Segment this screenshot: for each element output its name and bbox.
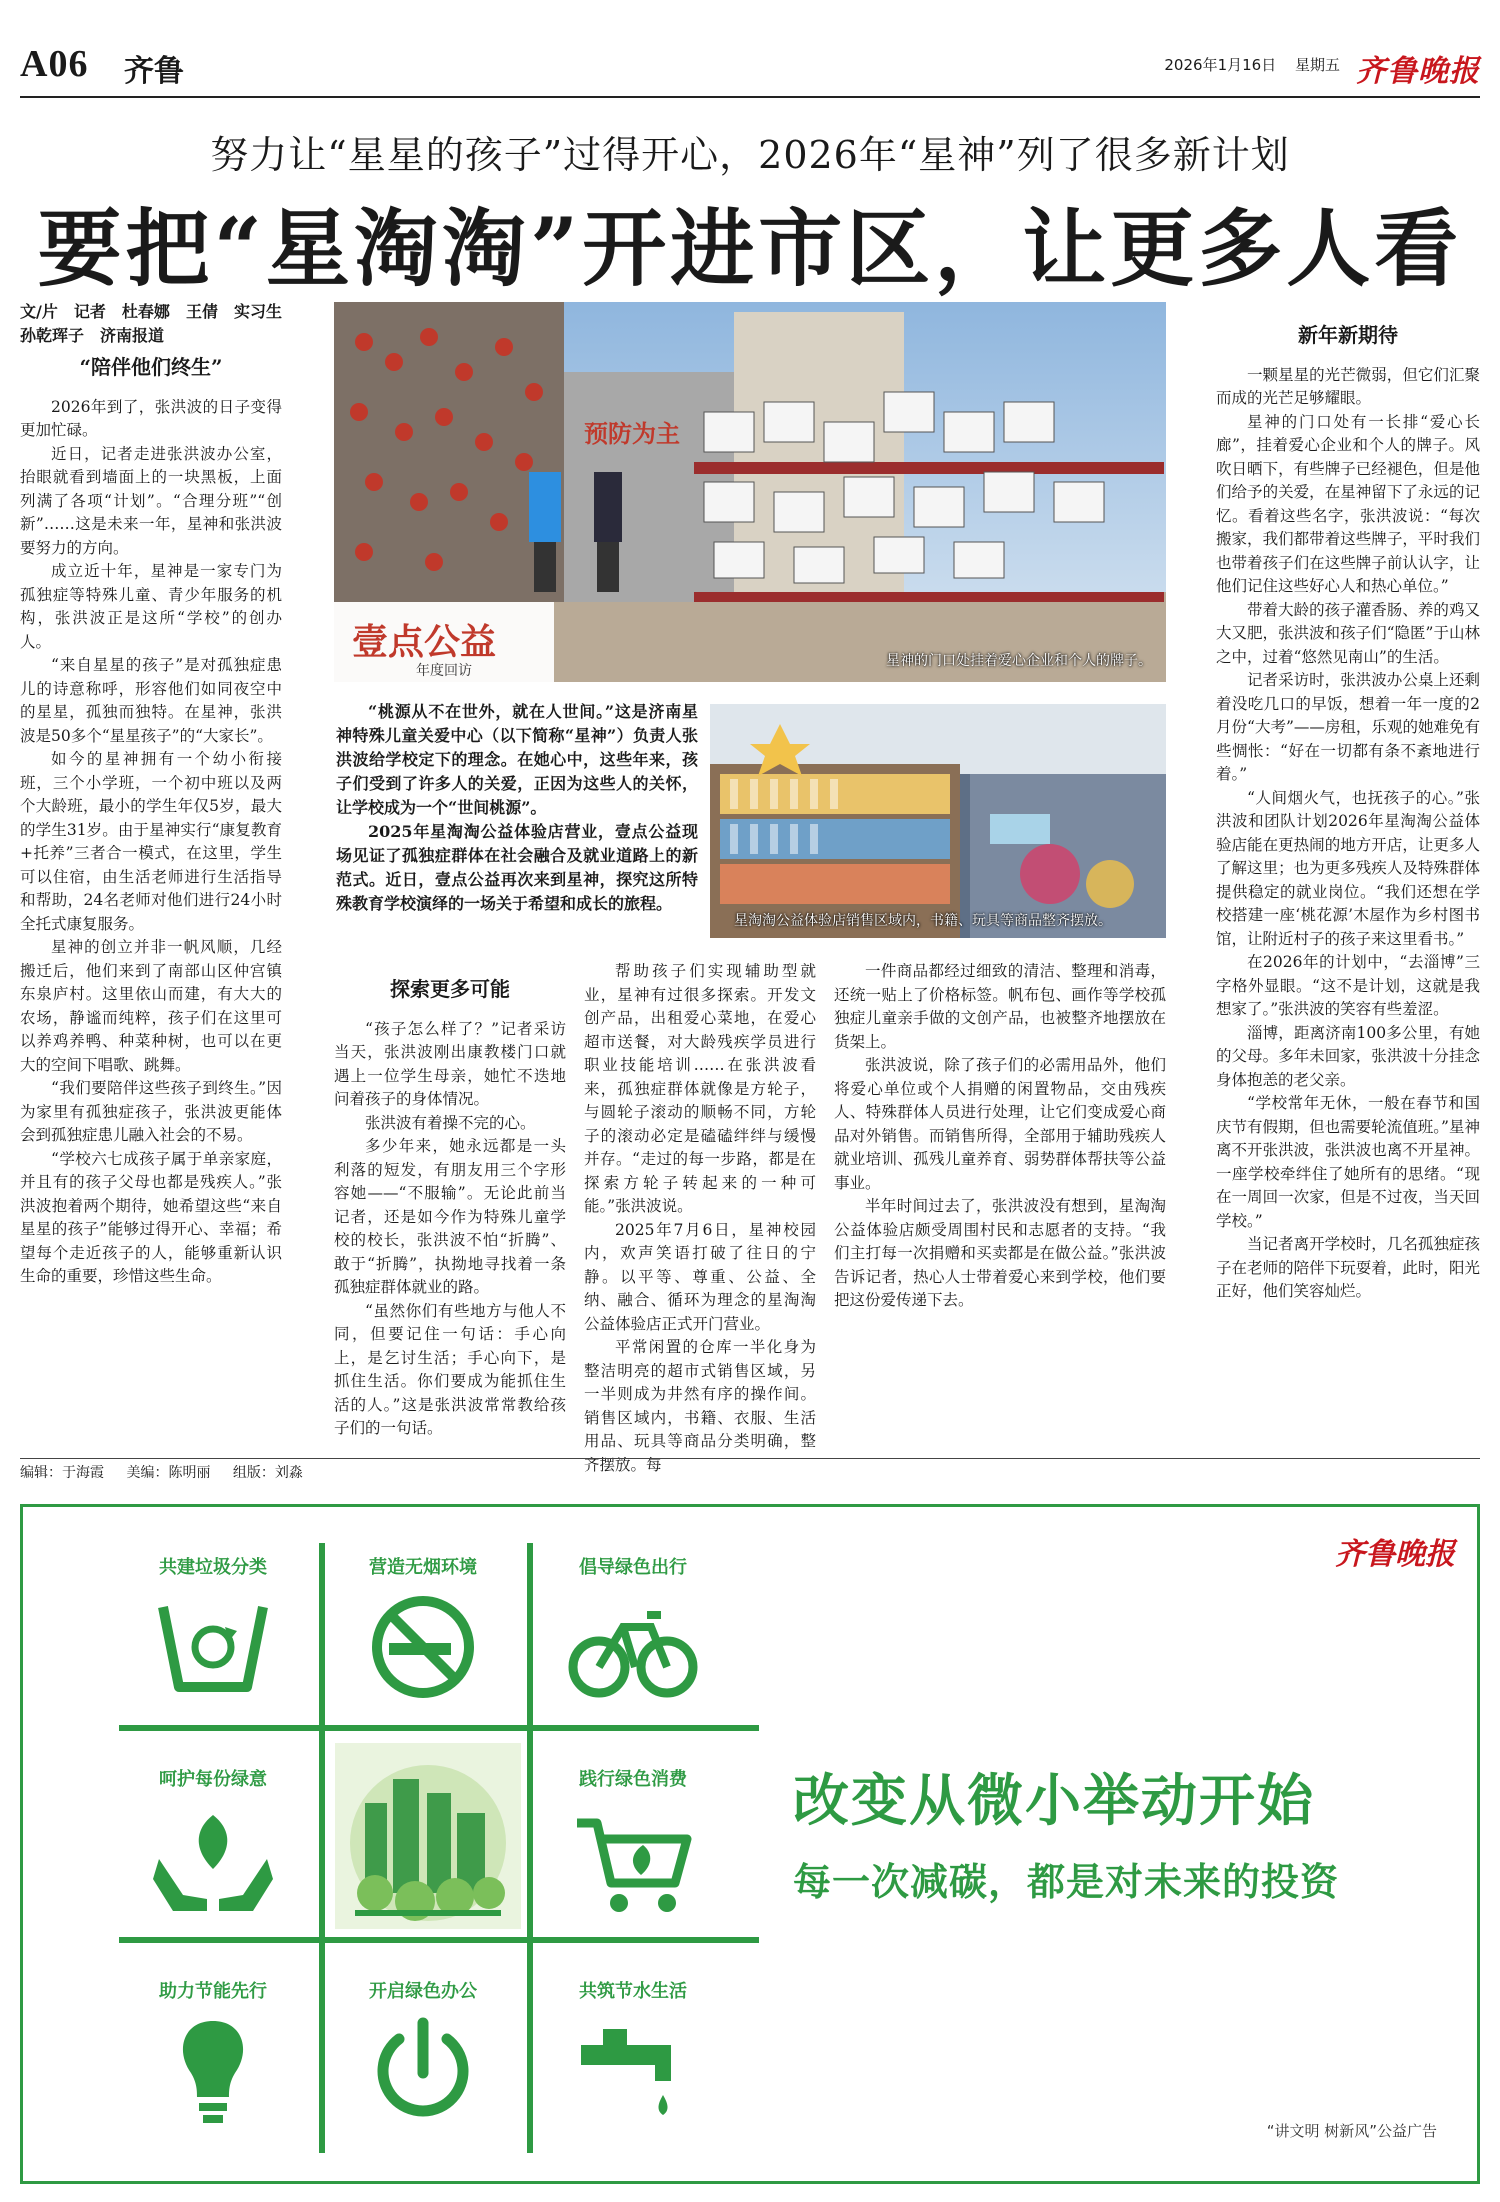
- article-lead: [336, 700, 698, 916]
- issue-date: 2026年1月16日: [1164, 56, 1277, 74]
- public-service-ad: [20, 1504, 1480, 2184]
- paragraph: 2026年到了，张洪波的日子变得更加忙碌。: [20, 397, 282, 439]
- paragraph: 在2026年的计划中，“去淄博”三字格外显眼。“这不是计划，这就是我想家了。”张洪波的笑容有些羞涩。: [1216, 953, 1480, 1018]
- paragraph: “孩子怎么样了？”记者采访当天，张洪波刚出康教楼门口就遇上一位学生母亲，她忙不迭地问着孩子的身体情况。: [334, 1019, 566, 1108]
- paragraph: 一件商品都经过细致的清洁、整理和消毒，还统一贴上了价格标签。帆布包、画作等学校孤独症儿童亲手做的文创产品，也被整齐地摆放在货架上。: [834, 962, 1166, 1051]
- paragraph: 成立近十年，星神是一家专门为孤独症等特殊儿童、青少年服务的机构，张洪波正是这所“学校”的创办人。: [20, 562, 282, 651]
- lightbulb-icon: [143, 2011, 283, 2131]
- paragraph: 如今的星神拥有一个幼小衔接班，三个小学班，一个初中班以及两个大龄班，最小的学生年仅5岁，最大的学生31岁。由于星神实行“康复教育+托养”三者合一模式，在这里，学生可以住宿，由生活老师进行生活指导和帮助，24名老师对他们进行24小时全托式康复服务。: [20, 750, 282, 933]
- lead-paragraph: 2025年星淘淘公益体验店营业，壹点公益现场见证了孤独症群体在社会融合及就业道路上的新范式。近日，壹点公益再次来到星神，探究这所特殊教育学校演绎的一场关于希望和成长的旅程。: [336, 822, 698, 913]
- paragraph: 张洪波有着操不完的心。: [365, 1113, 536, 1132]
- photo-school-gate: [334, 302, 1166, 682]
- paragraph: 2025年7月6日，星神校园内，欢声笑语打破了往日的宁静。以平等、尊重、公益、全纳、融合、循环为理念的星淘淘公益体验店正式开门营业。: [584, 1220, 816, 1333]
- date-line: [1150, 54, 1340, 75]
- green-city-illustration: [335, 1743, 521, 1929]
- column-4: [834, 960, 1166, 1313]
- paragraph: 星神的创立并非一帆风顺，几经搬迁后，他们来到了南部山区仲宫镇东泉庐村。这里依山而建，有大大的农场，静谧而纯粹，孩子们在这里可以养鸡养鸭、种菜种树，也可以在更大的空间下唱歌、跳舞。: [20, 938, 282, 1074]
- ad-label-green-travel: 倡导绿色出行: [579, 1557, 687, 1578]
- editor-credits: [20, 1462, 321, 1482]
- ad-label-green-consumption: 践行绿色消费: [579, 1769, 687, 1790]
- shopping-cart-icon: [563, 1799, 703, 1919]
- recycle-bin-icon: [143, 1587, 283, 1707]
- ad-note: “讲文明 树新风”公益广告: [1266, 2122, 1437, 2140]
- column-3: [584, 960, 816, 1477]
- ad-label-water-saving: 共筑节水生活: [579, 1981, 687, 2002]
- paragraph: 记者采访时，张洪波办公桌上还剩着没吃几口的早饭，想着一年一度的2月份“大考”——房租，乐观的她难免有些惆怅：“好在一切都有条不紊地进行着。”: [1216, 671, 1480, 783]
- ad-grid-vertical-2: [527, 1543, 533, 2153]
- paragraph: 星神的门口处有一长排“爱心长廊”，挂着爱心企业和个人的牌子。风吹日晒下，有些牌子已经褪色，但是他们给予的关爱，在星神留下了永远的记忆。看着这些名字，张洪波说：“每次搬家，我们都带着这些牌子，平时我们也带着孩子们在这些牌子前认认字，让他们记住这些好心人和热心单位。”: [1216, 412, 1480, 595]
- paragraph: 近日，记者走进张洪波办公室，抬眼就看到墙面上的一块黑板，上面列满了各项“计划”。“合理分班”“创新”……这是未来一年，星神和张洪波要努力的方向。: [20, 444, 282, 557]
- section-heading-3: 新年新期待: [1298, 323, 1398, 347]
- no-smoking-icon: [353, 1587, 493, 1707]
- paragraph: “人间烟火气，也抚孩子的心。”张洪波和团队计划2026年星淘淘公益体验店能在更热闹的地方开店，让更多人了解这里；也为更多残疾人及特殊群体提供稳定的就业岗位。“我们还想在学校搭建一座‘桃花源’木屋作为乡村图书馆，让附近村子的孩子来这里看书。”: [1216, 788, 1480, 948]
- page-number: A06: [20, 43, 89, 85]
- photo-shop-interior-image: [710, 704, 1166, 938]
- paragraph: “我们要陪伴这些孩子到终生。”因为家里有孤独症孩子，张洪波更能体会到孤独症患儿融入社会的不易。: [20, 1079, 282, 1144]
- section-name: 齐鲁: [124, 54, 184, 89]
- bicycle-icon: [563, 1587, 703, 1707]
- hands-plant-icon: [143, 1799, 283, 1919]
- paragraph: “学校常年无休，一般在春节和国庆节有假期，但也需要轮流值班。”星神离不开张洪波，张洪波也离不开星神。一座学校牵绊住了她所有的思绪。“现在一周回一次家，但是不过夜，当天回学校。”: [1216, 1094, 1480, 1230]
- ad-grid-vertical-1: [319, 1543, 325, 2153]
- water-tap-icon: [563, 2011, 703, 2131]
- issue-weekday: 星期五: [1294, 56, 1340, 74]
- paragraph: 帮助孩子们实现辅助型就业，星神有过很多探索。开发文创产品，出租爱心菜地，在爱心超市送餐，对大龄残疾学员进行职业技能培训……在张洪波看来，孤独症群体就像是方轮子，与圆轮子滚动的顺畅不同，方轮子的滚动必定是磕磕绊绊与缓慢并存。“走过的每一步路，都是在探索方轮子转起来的一种可能。”张洪波说。: [584, 962, 816, 1215]
- masthead: [20, 42, 1480, 94]
- ad-label-green-office: 开启绿色办公: [369, 1981, 477, 2002]
- editor-credit: 编辑：于海霞: [20, 1465, 104, 1481]
- header-rule: [20, 96, 1480, 98]
- paragraph: 当记者离开学校时，几名孤独症孩子在老师的陪伴下玩耍着，此时，阳光正好，他们笑容灿烂。: [1216, 1235, 1480, 1300]
- section-heading-2: 探索更多可能: [390, 977, 510, 1001]
- paragraph: “来自星星的孩子”是对孤独症患儿的诗意称呼，形容他们如同夜空中的星星，孤独而独特。在星神，张洪波是50多个“星星孩子”的“大家长”。: [20, 656, 282, 745]
- photo-shop-interior: [710, 704, 1166, 938]
- byline: 文/片 记者 杜春娜 王倩 实习生 孙乾珲子 济南报道: [20, 302, 299, 345]
- paragraph: 半年时间过去了，张洪波没有想到，星淘淘公益体验店颇受周围村民和志愿者的支持。“我们主打每一次捐赠和买卖都是在做公益。”张洪波告诉记者，热心人士带着爱心来到学校，他们要把这份爱传递下去。: [834, 1197, 1166, 1309]
- paragraph: 平常闲置的仓库一半化身为整洁明亮的超市式销售区域，另一半则成为井然有序的操作间。销售区域内，书籍、衣服、生活用品、玩具等商品分类明确，整齐摆放。每: [584, 1338, 816, 1474]
- paragraph: 淄博，距离济南100多公里，有她的父母。多年未回家，张洪波十分挂念身体抱恙的老父亲。: [1216, 1023, 1480, 1089]
- paragraph: 一颗星星的光芒微弱，但它们汇聚而成的光芒足够耀眼。: [1216, 365, 1480, 407]
- ad-slogan: 改变从微小举动开始: [793, 1768, 1315, 1834]
- column-5: [1216, 316, 1480, 1304]
- lead-paragraph: “桃源从不在世外，就在人世间。”这是济南星神特殊儿童关爱中心（以下简称“星神”）负责人张洪波给学校定下的理念。在她心中，这些年来，孩子们受到了许多人的关爱，正因为这些人的关怀，让学校成为一个“世间桃源”。: [336, 702, 698, 817]
- ad-paper-logo: 齐鲁晚报: [1335, 1537, 1455, 1572]
- paragraph: 多少年来，她永远都是一头利落的短发，有朋友用三个字形容她——“不服输”。无论此前当记者，还是如今作为特殊儿童学校的校长，张洪波不怕“折腾”、敢于“折腾”，执拗地寻找着一条孤独症群体就业的路。: [334, 1137, 566, 1296]
- photo-caption-1: 星神的门口处挂着爱心企业和个人的牌子。: [886, 653, 1152, 669]
- paragraph: 带着大龄的孩子灌香肠、养的鸡又大又肥，张洪波和孩子们“隐匿”于山林之中，过着“悠然见南山”的生活。: [1216, 600, 1480, 666]
- ad-grid-horizontal-1: [119, 1725, 759, 1731]
- footer-rule: [20, 1458, 1480, 1459]
- ad-label-waste-sorting: 共建垃圾分类: [159, 1557, 267, 1578]
- ad-label-no-smoking: 营造无烟环境: [369, 1557, 477, 1578]
- badge-subtitle: 年度回访: [416, 663, 472, 679]
- svg-text:预防为主: 预防为主: [584, 420, 680, 448]
- photo-school-gate-image: [334, 302, 1166, 682]
- paragraph: “学校六七成孩子属于单亲家庭，并且有的孩子父母也都是残疾人。”张洪波抱着两个期待，她希望这些“来自星星的孩子”能够过得开心、幸福；希望每个走近孩子的人，能够重新认识生命的重要，珍惜这些生命。: [20, 1149, 282, 1285]
- article-headline: 要把“星淘淘”开进市区，让更多人看: [37, 199, 1463, 298]
- ad-grid-horizontal-2: [119, 1937, 759, 1943]
- photo-caption-2: 星淘淘公益体验店销售区域内，书籍、玩具等商品整齐摆放。: [734, 913, 1112, 929]
- ad-label-protect-green: 呵护每份绿意: [159, 1769, 267, 1790]
- proof-credit: 组版：刘淼: [232, 1465, 303, 1481]
- paper-logo: 齐鲁晚报: [1356, 54, 1480, 89]
- column-1: [20, 300, 299, 1289]
- column-2: [334, 970, 566, 1441]
- paragraph: “虽然你们有些地方与他人不同，但要记住一句话：手心向上，是乞讨生活；手心向下，是抓住生活。你们要成为能抓住生活的人。”这是张洪波常常教给孩子们的一句话。: [334, 1301, 566, 1437]
- article-subhead: 努力让“星星的孩子”过得开心，2026年“星神”列了很多新计划: [210, 133, 1290, 177]
- paragraph: 张洪波说，除了孩子们的必需用品外，他们将爱心单位或个人捐赠的闲置物品，交由残疾人、特殊群体人员进行处理，让它们变成爱心商品对外销售。而销售所得，全部用于辅助残疾人就业培训、孤残儿童养育、弱势群体帮扶等公益事业。: [834, 1056, 1166, 1192]
- designer-credit: 美编：陈明丽: [126, 1465, 211, 1481]
- power-button-icon: [353, 2011, 493, 2131]
- ad-label-energy-saving: 助力节能先行: [159, 1981, 267, 2002]
- section-heading-1: “陪伴他们终生”: [79, 355, 223, 379]
- badge-title: 壹点公益: [352, 621, 497, 663]
- ad-subtitle: 每一次减碳，都是对未来的投资: [793, 1859, 1340, 1904]
